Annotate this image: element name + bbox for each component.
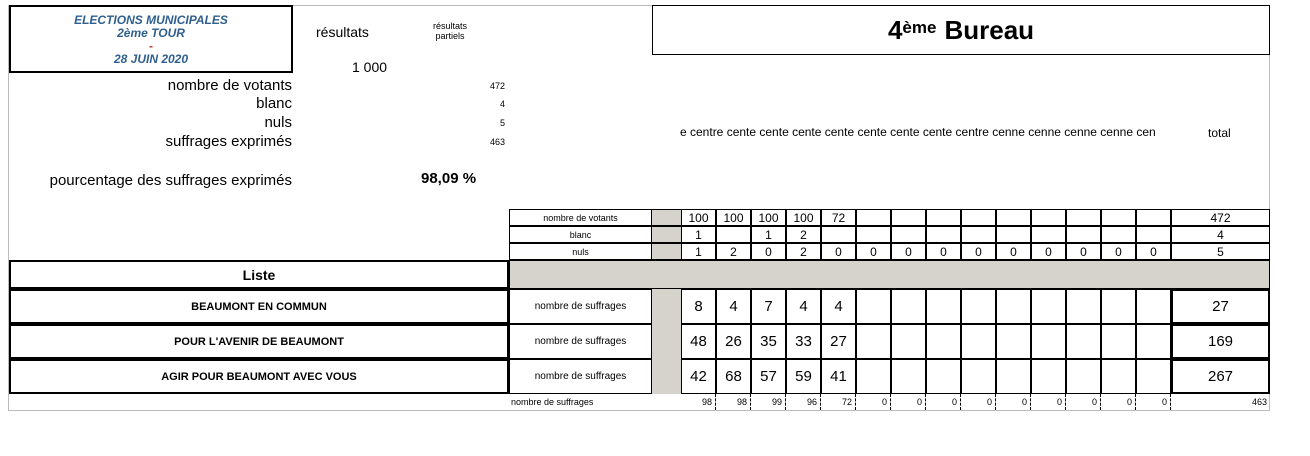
liste-suffrages-label: nombre de suffrages	[509, 289, 652, 324]
stats-total: 5	[1171, 243, 1270, 260]
liste-cell	[1031, 359, 1066, 394]
liste-suffrages-label: nombre de suffrages	[509, 359, 652, 394]
stats-cell: 0	[1101, 243, 1136, 260]
grey-spacer	[652, 289, 681, 324]
title-dash: -	[149, 39, 153, 53]
summary-label: suffrages exprimés	[165, 133, 292, 150]
stats-cell: 1	[681, 243, 716, 260]
liste-cell	[856, 359, 891, 394]
centres-header: e centre cente cente cente cente cente cente cente centre cenne cenne cenne cenne cen	[680, 125, 1156, 139]
resultats-label: résultats	[316, 24, 369, 40]
pourcentage-value: 98,09 %	[421, 170, 477, 187]
stats-cell: 0	[856, 243, 891, 260]
stats-cell	[856, 209, 891, 226]
liste-name: BEAUMONT EN COMMUN	[9, 289, 509, 324]
footer-cell: 0	[856, 394, 891, 410]
liste-total: 169	[1171, 324, 1270, 359]
liste-cell: 26	[716, 324, 751, 359]
liste-cell: 4	[716, 289, 751, 324]
stats-total: 4	[1171, 226, 1270, 243]
election-round: 2ème TOUR	[117, 26, 185, 40]
resultats-partiels-line1: résultats	[432, 21, 467, 31]
resultats-partiels-label	[418, 21, 482, 41]
liste-cell	[1066, 289, 1101, 324]
grey-spacer	[652, 226, 681, 243]
liste-cell: 42	[681, 359, 716, 394]
liste-name: AGIR POUR BEAUMONT AVEC VOUS	[9, 359, 509, 394]
stats-cell: 0	[751, 243, 786, 260]
liste-cell: 35	[751, 324, 786, 359]
liste-cell	[1101, 289, 1136, 324]
liste-cell	[1031, 289, 1066, 324]
liste-header-band	[509, 260, 1270, 289]
liste-cell: 68	[716, 359, 751, 394]
liste-cell	[996, 289, 1031, 324]
liste-cell: 7	[751, 289, 786, 324]
stats-total: 472	[1171, 209, 1270, 226]
footer-cell: 0	[1031, 394, 1066, 410]
stats-cell	[1031, 209, 1066, 226]
liste-cell	[996, 324, 1031, 359]
stats-cell	[1066, 209, 1101, 226]
liste-total: 27	[1171, 289, 1270, 324]
stats-row-label: nombre de votants	[509, 209, 652, 226]
liste-total: 267	[1171, 359, 1270, 394]
liste-cell: 4	[821, 289, 856, 324]
summary-value: 4	[499, 99, 505, 109]
bureau-suffix: ème	[902, 18, 937, 37]
footer-cell: 0	[996, 394, 1031, 410]
stats-cell: 1	[681, 226, 716, 243]
footer-cell: 0	[926, 394, 961, 410]
liste-cell	[891, 289, 926, 324]
liste-cell	[926, 289, 961, 324]
liste-cell	[1101, 359, 1136, 394]
liste-cell	[926, 359, 961, 394]
summary-value: 463	[489, 137, 505, 147]
liste-cell	[996, 359, 1031, 394]
liste-cell	[856, 289, 891, 324]
stats-cell: 100	[681, 209, 716, 226]
resultats-partiels-line2: partiels	[435, 31, 465, 41]
grey-spacer	[652, 243, 681, 260]
liste-cell	[1136, 359, 1171, 394]
pourcentage-label: pourcentage des suffrages exprimés	[49, 172, 292, 189]
liste-cell: 48	[681, 324, 716, 359]
stats-cell: 100	[751, 209, 786, 226]
stats-cell: 0	[1031, 243, 1066, 260]
stats-cell: 0	[1136, 243, 1171, 260]
summary-label: nombre de votants	[167, 77, 292, 94]
stats-cell: 0	[996, 243, 1031, 260]
bureau-title	[652, 5, 1270, 55]
liste-name: POUR L'AVENIR DE BEAUMONT	[9, 324, 509, 359]
election-title: ELECTIONS MUNICIPALES	[74, 13, 228, 27]
stats-cell	[996, 226, 1031, 243]
liste-cell: 8	[681, 289, 716, 324]
stats-cell: 0	[961, 243, 996, 260]
liste-cell	[1101, 324, 1136, 359]
liste-cell: 57	[751, 359, 786, 394]
total-header: total	[1208, 126, 1231, 140]
footer-cell: 98	[716, 394, 751, 410]
liste-cell	[1066, 324, 1101, 359]
liste-cell	[1031, 324, 1066, 359]
stats-cell	[891, 209, 926, 226]
inscrits-value: 1 000	[352, 59, 388, 75]
election-title-box	[9, 5, 293, 73]
footer-cell: 99	[751, 394, 786, 410]
liste-suffrages-label: nombre de suffrages	[509, 324, 652, 359]
footer-cell: 0	[891, 394, 926, 410]
footer-cell: 72	[821, 394, 856, 410]
stats-cell: 0	[1066, 243, 1101, 260]
grey-spacer	[652, 359, 681, 394]
grey-spacer	[652, 324, 681, 359]
bureau-number: 4	[887, 14, 903, 45]
liste-cell	[1136, 324, 1171, 359]
stats-cell: 2	[786, 243, 821, 260]
footer-total: 463	[1251, 397, 1267, 407]
stats-cell	[891, 226, 926, 243]
summary-value: 5	[499, 118, 505, 128]
stats-cell: 2	[716, 243, 751, 260]
stats-cell: 0	[891, 243, 926, 260]
stats-cell	[856, 226, 891, 243]
stats-row-label: blanc	[509, 226, 652, 243]
liste-cell	[1136, 289, 1171, 324]
stats-cell	[1136, 226, 1171, 243]
stats-cell	[926, 226, 961, 243]
stats-cell: 100	[716, 209, 751, 226]
stats-cell: 100	[786, 209, 821, 226]
grey-spacer	[652, 209, 681, 226]
stats-cell	[961, 209, 996, 226]
stats-cell	[1101, 226, 1136, 243]
liste-cell: 33	[786, 324, 821, 359]
stats-cell	[1066, 226, 1101, 243]
bureau-word: Bureau	[944, 14, 1035, 45]
stats-cell: 72	[821, 209, 856, 226]
footer-cell: 96	[786, 394, 821, 410]
liste-cell: 41	[821, 359, 856, 394]
liste-header: Liste	[9, 260, 509, 289]
summary-value: 472	[489, 81, 505, 91]
summary-label: nuls	[264, 114, 292, 131]
liste-cell	[891, 324, 926, 359]
liste-cell	[856, 324, 891, 359]
stats-cell	[926, 209, 961, 226]
stats-cell	[1101, 209, 1136, 226]
footer-cell: 0	[1066, 394, 1101, 410]
footer-label: nombre de suffrages	[511, 397, 594, 407]
liste-cell	[961, 289, 996, 324]
stats-cell	[961, 226, 996, 243]
liste-cell: 4	[786, 289, 821, 324]
liste-cell	[961, 359, 996, 394]
footer-cell: 0	[1101, 394, 1136, 410]
stats-cell	[716, 226, 751, 243]
stats-cell	[1136, 209, 1171, 226]
liste-cell	[961, 324, 996, 359]
footer-cell: 98	[681, 394, 716, 410]
stats-cell	[996, 209, 1031, 226]
stats-cell: 0	[926, 243, 961, 260]
stats-row-label: nuls	[509, 243, 652, 260]
stats-cell: 2	[786, 226, 821, 243]
footer-cell: 0	[1136, 394, 1171, 410]
liste-cell	[926, 324, 961, 359]
stats-cell	[1031, 226, 1066, 243]
liste-cell	[1066, 359, 1101, 394]
summary-label: blanc	[256, 95, 292, 112]
election-date: 28 JUIN 2020	[113, 52, 189, 66]
footer-cell: 0	[961, 394, 996, 410]
stats-cell: 1	[751, 226, 786, 243]
liste-cell: 59	[786, 359, 821, 394]
stats-cell	[821, 226, 856, 243]
stats-cell: 0	[821, 243, 856, 260]
liste-cell	[891, 359, 926, 394]
liste-cell: 27	[821, 324, 856, 359]
